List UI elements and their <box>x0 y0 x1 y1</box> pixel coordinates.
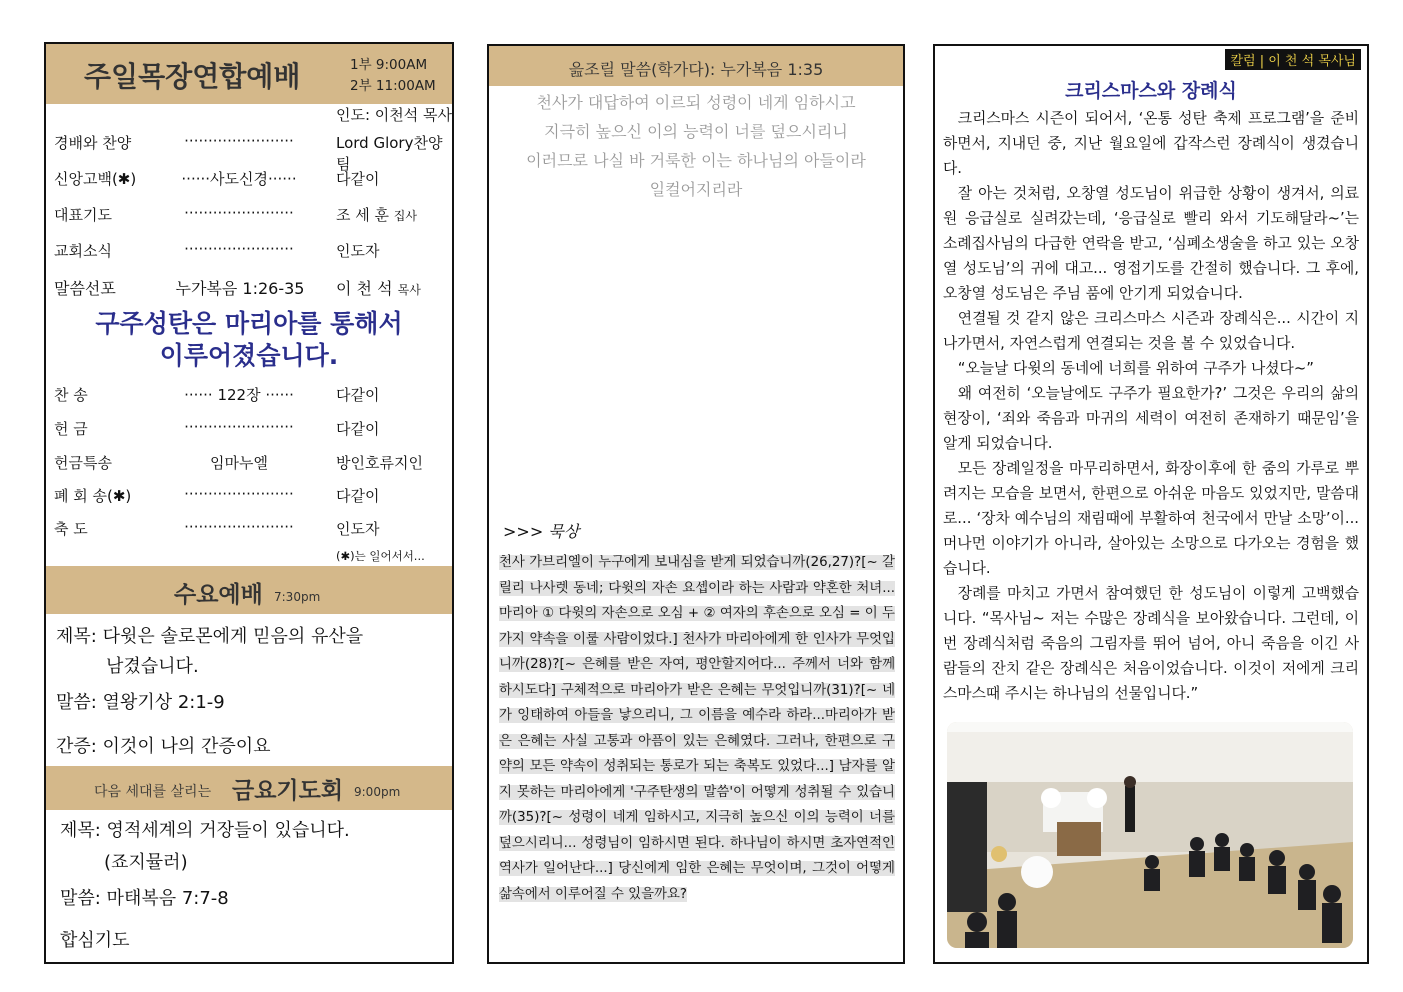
subject-label: 제목: <box>56 626 97 647</box>
meditation-label: >>> 묵상 <box>503 522 580 541</box>
verse-line: 이러므로 나실 바 거룩한 이는 하나님의 아들이라 <box>526 151 866 170</box>
service-leader: 인도: 이천석 목사 <box>336 106 453 124</box>
order-who: 다같이 <box>336 420 380 438</box>
order-item: 축 도 <box>54 520 88 538</box>
sermon-scripture: 누가복음 1:26-35 <box>175 279 305 298</box>
order-mid: ······················· <box>184 418 294 436</box>
order-mid: ······사도신경······ <box>181 170 297 188</box>
order-who: 다같이 <box>336 487 380 505</box>
worship-order-panel <box>44 42 454 964</box>
order-item: 폐 회 송(✱) <box>54 487 132 505</box>
wednesday-time: 7:30pm <box>274 590 321 604</box>
order-row <box>54 132 452 173</box>
column-paragraph: 장례를 마치고 가면서 참여했던 한 성도님이 이렇게 고백했습니다. “목사님~ 저는 수많은 장례식을 보아왔습니다. 그런데, 이번 장례식처럼 죽음의 그림자를 뛰어 넘어, 아니 죽음을 이긴 사람들의 잔치 같은 장례식은 처음이었습니다. 이것이 저에게 크리스마스때 주시는 하나님의 선물입니다.” <box>943 585 1359 702</box>
friday-subject: 제목: 영적세계의 거장들이 있습니다. <box>60 820 350 841</box>
order-row <box>54 485 452 513</box>
recitation-header <box>489 46 903 86</box>
order-mid: ······················· <box>184 204 294 222</box>
order-item: 헌 금 <box>54 420 88 438</box>
order-item: 찬 송 <box>54 386 88 404</box>
wednesday-subject: 다윗은 솔로몬에게 믿음의 유산을 <box>102 626 364 647</box>
verse-line: 일컬어지리라 <box>649 180 743 199</box>
order-item: 말씀선포 <box>54 279 116 298</box>
column-title: 크리스마스와 장례식 <box>1065 80 1237 102</box>
order-item: 교회소식 <box>54 242 112 260</box>
sunday-service-header <box>46 44 452 104</box>
sunday-service-title: 주일목장연합예배 <box>84 60 301 93</box>
standing-note: (✱)는 일어서서... <box>336 549 425 563</box>
order-mid: ······ 122장 ······ <box>184 386 294 404</box>
column-badge: 칼럼 | 이 천 석 목사님 <box>1225 49 1361 70</box>
order-title-suffix: 집사 <box>393 209 417 223</box>
order-row <box>54 418 452 446</box>
order-row <box>54 240 452 268</box>
order-row <box>54 452 452 480</box>
verse-line: 지극히 높으신 이의 능력이 너를 덮으시리니 <box>544 122 848 141</box>
order-title-suffix: 목사 <box>397 283 421 297</box>
friday-scripture: 말씀: 마태복음 7:7-8 <box>60 888 229 909</box>
order-item: 신앙고백(✱) <box>54 170 137 188</box>
order-row <box>54 276 452 304</box>
order-who: 다같이 <box>336 170 380 188</box>
funeral-photo-illustration <box>947 722 1353 948</box>
order-who: Lord Glory찬양팀 <box>336 134 443 173</box>
friday-prefix: 다음 세대를 살리는 <box>94 784 212 800</box>
order-row <box>54 518 452 546</box>
sermon-title-line-1: 구주성탄은 마리아를 통해서 <box>95 309 403 338</box>
order-mid: ······················· <box>184 485 294 503</box>
order-item: 헌금특송 <box>54 454 112 472</box>
meditation-panel <box>487 44 905 964</box>
column-body <box>943 106 1359 706</box>
order-row <box>54 204 452 232</box>
order-item: 대표기도 <box>54 206 112 224</box>
friday-closing: 합심기도 <box>60 930 130 951</box>
friday-title: 금요기도회 <box>232 778 344 804</box>
service-time-2: 2부 11:00AM <box>350 78 436 94</box>
wednesday-subject-line-1 <box>56 622 363 648</box>
sermon-title-line-2: 이루어졌습니다. <box>159 341 339 370</box>
verse-line: 천사가 대답하여 이르되 성령이 네게 임하시고 <box>536 93 856 112</box>
meditation-text: 천사 가브리엘이 누구에게 보내심을 받게 되었습니까(26,27)?[~ 갈릴리 나사렛 동네; 다윗의 자손 요셉이라 하는 사람과 약혼한 처녀... 마리아 ① 다윗의 자손으로 오심 + ② 여자의 후손으로 오심 = 이 두가지 약속을 이룰 사람이었다.] 천사가 마리아에게 한 인사가 무엇입니까(28)?[~ 은혜를 받은 자여, 평안할지어다... 주께서 너와 함께 하시도다] 구체적으로 마리아가 받은 은혜는 무엇입니까(31)?[~ 네가 잉태하여 아들을 낳으리니, 그 이름을 예수라 하라...마리아가 받은 은혜는 사실 고통과 아픔이 있는 은혜였다. 그러나, 한편으로 구약의 모든 약속이 성취되는 통로가 되는 축복도 있었다...] 남자를 알지 못하는 마리아에게 '구주탄생의 말씀'이 어떻게 성취될 수 있습니까(35)?[~ 성령이 네게 임하시고, 지극히 높으신 이의 능력이 너를 덮으시리니... 성령님이 임하시면 된다. 하나님이 하시면 초자연적인 역사가 일어난다...] 당신에게 임한 은혜는 무엇이며, 그것이 어떻게 삶속에서 이루어질 수 있을까요? <box>499 555 895 902</box>
order-item: 경배와 찬양 <box>54 134 132 152</box>
order-who: 이 천 석 <box>336 279 393 298</box>
friday-time: 9:00pm <box>354 785 401 799</box>
order-mid: 임마누엘 <box>210 454 268 472</box>
order-who: 조 세 훈 <box>336 206 390 224</box>
column-paragraph: 모든 장례일정을 마무리하면서, 화장이후에 한 줌의 가루로 뿌려지는 모습을 보면서, 한편으로 아쉬운 마음도 있었지만, 말씀대로... ‘장차 예수님의 재림때에 부활하여 천국에서 만날 소망’이... 머나먼 이야기가 아니라, 살아있는 소망으로 다가오는 경험을 했습니다. <box>943 460 1359 577</box>
order-row <box>54 168 452 196</box>
wednesday-service-header <box>46 566 452 614</box>
verse-text <box>489 88 903 204</box>
order-mid: ······················· <box>184 518 294 536</box>
meditation-body <box>499 550 895 907</box>
wednesday-testimony: 간증: 이것이 나의 간증이요 <box>56 736 271 757</box>
service-time-1: 1부 9:00AM <box>350 57 428 73</box>
order-row <box>54 384 452 412</box>
wednesday-scripture: 말씀: 열왕기상 2:1-9 <box>56 692 225 713</box>
column-paragraph: 왜 여전히 ‘오늘날에도 구주가 필요한가?’ 그것은 우리의 삶의 현장이, ‘죄와 죽음과 마귀의 세력이 여전히 존재하기 때문임’을 알게 되었습니다. <box>943 385 1359 452</box>
recitation-title: 읊조릴 말씀(학가다): 누가복음 1:35 <box>568 60 824 79</box>
column-paragraph: 연결될 것 같지 않은 크리스마스 시즌과 장례식은... 시간이 지나가면서, 자연스럽게 연결되는 것을 볼 수 있었습니다. <box>943 310 1359 352</box>
friday-subject-2: (죠지뮬러) <box>104 852 188 873</box>
wednesday-subject-line-2: 남겼습니다. <box>106 656 199 677</box>
friday-prayer-header <box>46 766 452 810</box>
order-mid: ······················· <box>184 240 294 258</box>
order-who: 인도자 <box>336 242 380 260</box>
order-mid: ······················· <box>184 132 294 150</box>
order-who: 인도자 <box>336 520 380 538</box>
order-who: 다같이 <box>336 386 380 404</box>
column-paragraph: 잘 아는 것처럼, 오창열 성도님이 위급한 상황이 생겨서, 의료원 응급실로 실려갔는데, ‘응급실로 빨리 와서 기도해달라~’는 소례집사님의 다급한 연락을 받고, ‘심폐소생술을 하고 있는 오창열 성도님’의 귀에 대고... 영접기도를 간절히 했습니다. 그 후에, 오창열 성도님은 주님 품에 안기게 되었습니다. <box>943 185 1359 302</box>
order-who: 방인호류지인 <box>336 454 423 472</box>
column-paragraph: 크리스마스 시즌이 되어서, ‘온통 성탄 축제 프로그램’을 준비하면서, 지내던 중, 지난 월요일에 갑작스런 장례식이 생겼습니다. <box>943 110 1359 177</box>
column-paragraph: “오늘날 다윗의 동네에 너희를 위하여 구주가 나셨다~” <box>957 360 1314 377</box>
column-panel <box>933 44 1369 964</box>
funeral-photo <box>947 722 1353 948</box>
wednesday-title: 수요예배 <box>174 582 263 608</box>
